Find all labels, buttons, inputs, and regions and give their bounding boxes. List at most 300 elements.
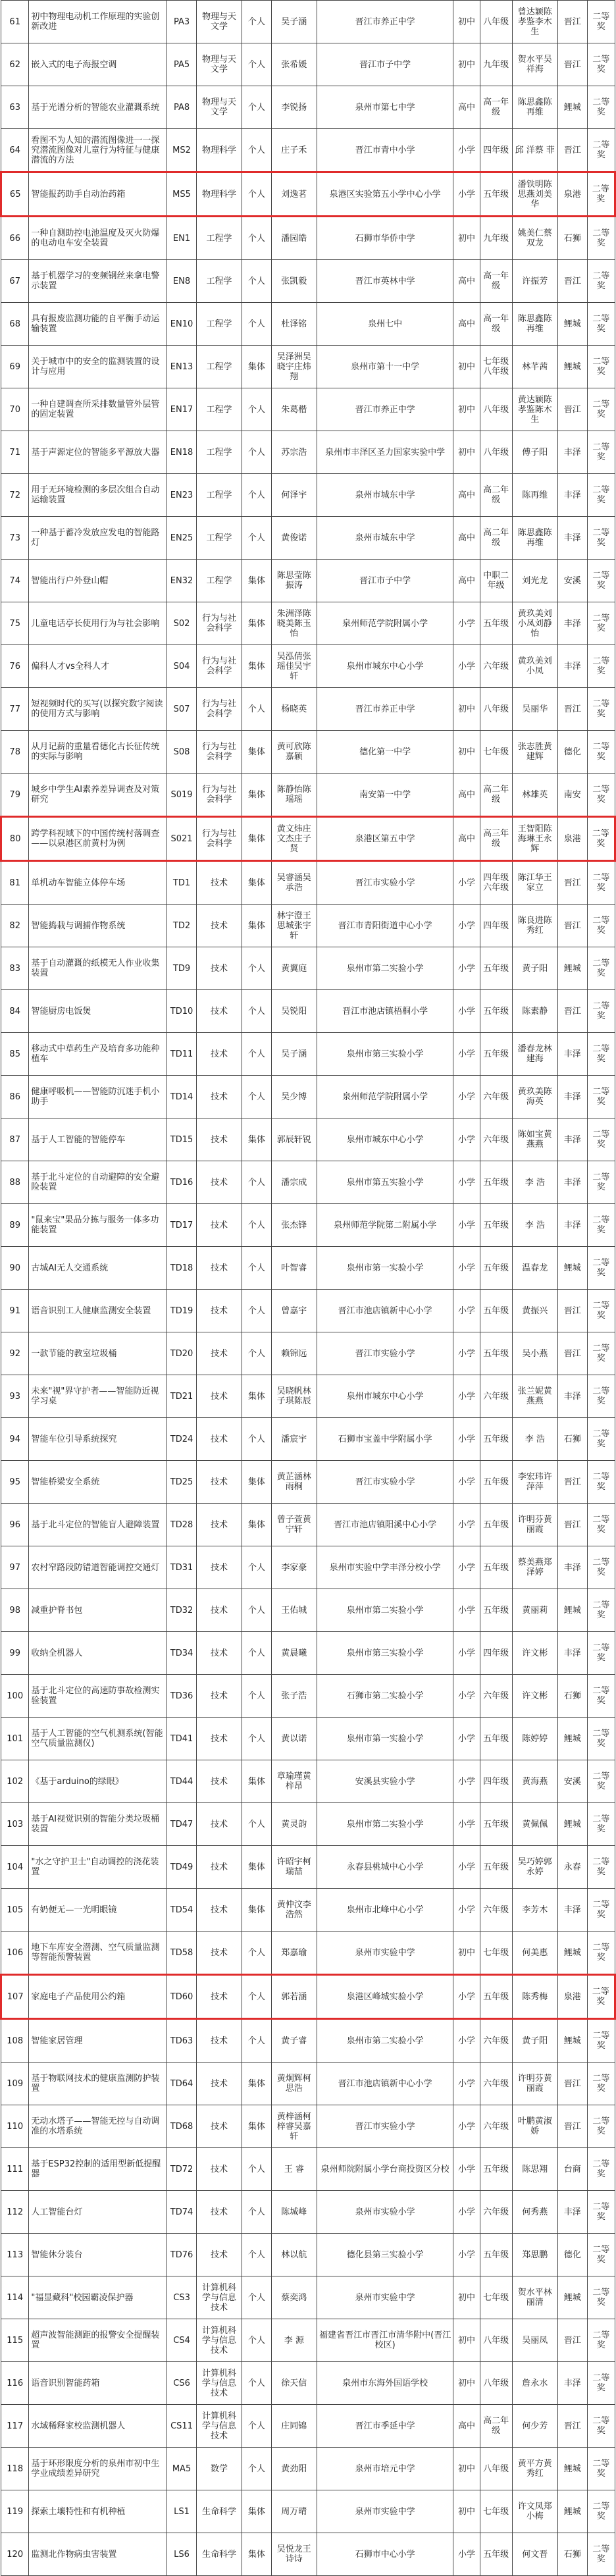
author-names: 吴睿涵吴承浩 bbox=[271, 861, 317, 905]
row-number: 67 bbox=[1, 260, 29, 303]
row-number: 94 bbox=[1, 1418, 29, 1461]
award-level: 二等奖 bbox=[587, 602, 615, 645]
award-level: 二等奖 bbox=[587, 1889, 615, 1932]
project-title: 监测北作物病虫害装置 bbox=[29, 2533, 167, 2576]
project-title: 基于AI视觉识别的智能分类垃圾桶装置 bbox=[29, 1803, 167, 1846]
school-name: 泉州市实验中学 bbox=[317, 2490, 453, 2533]
entry-type: 个人 bbox=[242, 1161, 272, 1204]
grade-level: 八年级 bbox=[480, 431, 512, 474]
row-number: 107 bbox=[1, 1975, 29, 2019]
teacher-names: 许振芳 bbox=[512, 260, 557, 303]
row-number: 99 bbox=[1, 1632, 29, 1675]
row-number: 64 bbox=[1, 129, 29, 172]
teacher-names: 黄振兴 bbox=[512, 1290, 557, 1332]
author-names: 庄同锦 bbox=[271, 2405, 317, 2448]
region: 晋江 bbox=[557, 1332, 587, 1375]
row-number: 77 bbox=[1, 688, 29, 731]
school-stage: 小学 bbox=[453, 1461, 480, 1504]
subject-category: 物理科学 bbox=[196, 129, 242, 172]
teacher-names: 叶鹏黄淑娇 bbox=[512, 2105, 557, 2148]
author-names: 黄芷涵林雨桐 bbox=[271, 1461, 317, 1504]
award-level: 二等奖 bbox=[587, 1589, 615, 1632]
award-level: 二等奖 bbox=[587, 1118, 615, 1161]
region: 泉港 bbox=[557, 817, 587, 861]
project-title: 一款节能的教室垃圾桶 bbox=[29, 1332, 167, 1375]
school-name: 晋江市养正中学 bbox=[317, 388, 453, 431]
subject-category: 行为与社会科学 bbox=[196, 602, 242, 645]
grade-level: 五年级 bbox=[480, 1461, 512, 1504]
school-name: 晋江市养正中学 bbox=[317, 1, 453, 43]
grade-level: 七年级 bbox=[480, 2490, 512, 2533]
project-code: CS4 bbox=[167, 2319, 197, 2362]
entry-type: 个人 bbox=[242, 1204, 272, 1247]
author-names: 林宇澄王思城张宇轩 bbox=[271, 905, 317, 947]
row-number: 88 bbox=[1, 1161, 29, 1204]
project-title: 水域稀释家校监测机器人 bbox=[29, 2405, 167, 2448]
award-level: 二等奖 bbox=[587, 2105, 615, 2148]
teacher-names: 贺水平林丽清 bbox=[512, 2276, 557, 2319]
project-code: TD32 bbox=[167, 1589, 197, 1632]
subject-category: 工程学 bbox=[196, 431, 242, 474]
project-title: 短视频时代的买写(以探究数字阅读的使用方式与影响 bbox=[29, 688, 167, 731]
school-name: 石狮市第二实验小学 bbox=[317, 1675, 453, 1718]
grade-level: 八年级 bbox=[480, 2319, 512, 2362]
school-name: 晋江市养正中学 bbox=[317, 688, 453, 731]
region: 丰泽 bbox=[557, 1033, 587, 1076]
entry-type: 个人 bbox=[242, 129, 272, 172]
teacher-names: 黄佩佩 bbox=[512, 1803, 557, 1846]
award-level: 二等奖 bbox=[587, 1204, 615, 1247]
teacher-names: 张兰妮黄燕燕 bbox=[512, 1375, 557, 1418]
school-stage: 小学 bbox=[453, 2148, 480, 2191]
school-stage: 小学 bbox=[453, 129, 480, 172]
award-level: 二等奖 bbox=[587, 1760, 615, 1803]
teacher-names: 许文凤郑小梅 bbox=[512, 2490, 557, 2533]
entry-type: 个人 bbox=[242, 303, 272, 346]
author-names: 庄子禾 bbox=[271, 129, 317, 172]
school-stage: 小学 bbox=[453, 1889, 480, 1932]
row-number: 83 bbox=[1, 947, 29, 990]
row-number: 68 bbox=[1, 303, 29, 346]
entry-type: 个人 bbox=[242, 2276, 272, 2319]
school-name: 泉州师院附属小学台商投资区分校 bbox=[317, 2148, 453, 2191]
subject-category: 行为与社会科学 bbox=[196, 774, 242, 817]
row-number: 108 bbox=[1, 2019, 29, 2063]
award-level: 二等奖 bbox=[587, 1975, 615, 2019]
subject-category: 技术 bbox=[196, 1204, 242, 1247]
grade-level: 六年级 bbox=[480, 1076, 512, 1118]
award-level: 二等奖 bbox=[587, 2234, 615, 2276]
subject-category: 技术 bbox=[196, 861, 242, 905]
table-row bbox=[1, 2105, 615, 2148]
school-name: 泉港区第五中学 bbox=[317, 817, 453, 861]
project-code: TD17 bbox=[167, 1204, 197, 1247]
author-names: 李锐扬 bbox=[271, 86, 317, 129]
subject-category: 技术 bbox=[196, 1418, 242, 1461]
author-names: 黄子睿 bbox=[271, 2019, 317, 2063]
grade-level: 六年级 bbox=[480, 2191, 512, 2234]
table-row bbox=[1, 2533, 615, 2576]
region: 丰泽 bbox=[557, 431, 587, 474]
teacher-names: 郑思鹏 bbox=[512, 2234, 557, 2276]
teacher-names: 潘铁明陈思燕刘美华 bbox=[512, 172, 557, 217]
grade-level: 五年级 bbox=[480, 172, 512, 217]
row-number: 75 bbox=[1, 602, 29, 645]
school-stage: 初中 bbox=[453, 43, 480, 86]
subject-category: 技术 bbox=[196, 1118, 242, 1161]
entry-type: 个人 bbox=[242, 172, 272, 217]
award-level: 二等奖 bbox=[587, 2319, 615, 2362]
project-code: EN1 bbox=[167, 217, 197, 260]
table-row bbox=[1, 474, 615, 517]
award-level: 二等奖 bbox=[587, 1932, 615, 1975]
school-stage: 高中 bbox=[453, 86, 480, 129]
grade-level: 高二年级 bbox=[480, 774, 512, 817]
row-number: 62 bbox=[1, 43, 29, 86]
table-row bbox=[1, 1418, 615, 1461]
school-name: 晋江市池店镇新中心小学 bbox=[317, 1290, 453, 1332]
project-code: TD58 bbox=[167, 1932, 197, 1975]
author-names: 潘宸宇 bbox=[271, 1418, 317, 1461]
school-name: 泉州市第五实验小学 bbox=[317, 1161, 453, 1204]
region: 丰泽 bbox=[557, 1375, 587, 1418]
grade-level: 五年级 bbox=[480, 1247, 512, 1290]
school-name: 晋江市子中学 bbox=[317, 560, 453, 602]
region: 晋江 bbox=[557, 260, 587, 303]
school-name: 泉州市实验中学 bbox=[317, 1932, 453, 1975]
entry-type: 集体 bbox=[242, 560, 272, 602]
region: 丰泽 bbox=[557, 474, 587, 517]
teacher-names: 傅子阳 bbox=[512, 431, 557, 474]
grade-level: 七年级 bbox=[480, 1932, 512, 1975]
grade-level: 四年级 bbox=[480, 1632, 512, 1675]
project-code: S021 bbox=[167, 817, 197, 861]
project-title: 基于北斗定位的高速防事故检测实验装置 bbox=[29, 1675, 167, 1718]
award-level: 二等奖 bbox=[587, 2019, 615, 2063]
subject-category: 技术 bbox=[196, 990, 242, 1033]
author-names: 何泽宇 bbox=[271, 474, 317, 517]
subject-category: 技术 bbox=[196, 1290, 242, 1332]
project-title: 关于城市中的安全的监测装置的设计与应用 bbox=[29, 346, 167, 388]
entry-type: 个人 bbox=[242, 1418, 272, 1461]
teacher-names: 何文晋 bbox=[512, 2533, 557, 2576]
school-stage: 初中 bbox=[453, 431, 480, 474]
row-number: 61 bbox=[1, 1, 29, 43]
entry-type: 个人 bbox=[242, 1675, 272, 1718]
project-title: 地下车库安全潜测、空气质量监测等智能预警装置 bbox=[29, 1932, 167, 1975]
school-name: 泉港区峰城实验小学 bbox=[317, 1975, 453, 2019]
region: 鲤城 bbox=[557, 1932, 587, 1975]
region: 晋江 bbox=[557, 2319, 587, 2362]
school-stage: 小学 bbox=[453, 1803, 480, 1846]
author-names: 吴晓帆林子琪陈辰 bbox=[271, 1375, 317, 1418]
project-code: TD9 bbox=[167, 947, 197, 990]
table-row bbox=[1, 217, 615, 260]
award-level: 二等奖 bbox=[587, 1718, 615, 1760]
table-row bbox=[1, 688, 615, 731]
table-row bbox=[1, 1889, 615, 1932]
table-row bbox=[1, 1033, 615, 1076]
school-stage: 高中 bbox=[453, 303, 480, 346]
school-stage: 小学 bbox=[453, 2191, 480, 2234]
school-name: 永春县桃城中心小学 bbox=[317, 1846, 453, 1889]
project-code: TD25 bbox=[167, 1461, 197, 1504]
region: 石狮 bbox=[557, 1418, 587, 1461]
subject-category: 工程学 bbox=[196, 517, 242, 560]
school-stage: 小学 bbox=[453, 1975, 480, 2019]
grade-level: 高三年级 bbox=[480, 817, 512, 861]
project-code: TD16 bbox=[167, 1161, 197, 1204]
school-name: 泉州市第一实验小学 bbox=[317, 1718, 453, 1760]
entry-type: 集体 bbox=[242, 602, 272, 645]
project-code: TD31 bbox=[167, 1546, 197, 1589]
school-stage: 初中 bbox=[453, 688, 480, 731]
award-level: 二等奖 bbox=[587, 861, 615, 905]
entry-type: 集体 bbox=[242, 1375, 272, 1418]
row-number: 93 bbox=[1, 1375, 29, 1418]
region: 丰泽 bbox=[557, 2191, 587, 2234]
grade-level: 五年级 bbox=[480, 990, 512, 1033]
project-title: 智能休分装台 bbox=[29, 2234, 167, 2276]
project-title: 智能桥梁安全系统 bbox=[29, 1461, 167, 1504]
table-row bbox=[1, 2276, 615, 2319]
project-code: TD20 bbox=[167, 1332, 197, 1375]
table-row bbox=[1, 1, 615, 43]
school-stage: 小学 bbox=[453, 1033, 480, 1076]
grade-level: 四年级 bbox=[480, 129, 512, 172]
school-stage: 小学 bbox=[453, 2105, 480, 2148]
author-names: 吴泓倩张瑶佳吴宇轩 bbox=[271, 645, 317, 688]
row-number: 82 bbox=[1, 905, 29, 947]
school-name: 泉州市第二实验小学 bbox=[317, 2019, 453, 2063]
award-level: 二等奖 bbox=[587, 1504, 615, 1546]
award-level: 二等奖 bbox=[587, 1546, 615, 1589]
school-stage: 初中 bbox=[453, 2490, 480, 2533]
teacher-names: 陈思鑫陈再维 bbox=[512, 86, 557, 129]
grade-level: 五年级 bbox=[480, 1546, 512, 1589]
author-names: 刘逸茗 bbox=[271, 172, 317, 217]
region: 鲤城 bbox=[557, 947, 587, 990]
project-code: TD10 bbox=[167, 990, 197, 1033]
teacher-names: 陈思鑫陈再维 bbox=[512, 303, 557, 346]
author-names: 赖锦远 bbox=[271, 1332, 317, 1375]
award-level: 二等奖 bbox=[587, 2490, 615, 2533]
award-level: 二等奖 bbox=[587, 1418, 615, 1461]
school-name: 泉港区实验第五小学中心小学 bbox=[317, 172, 453, 217]
grade-level: 六年级 bbox=[480, 1889, 512, 1932]
subject-category: 工程学 bbox=[196, 303, 242, 346]
teacher-names: 何秀燕 bbox=[512, 2191, 557, 2234]
school-name: 晋江市池店镇梧桐小学 bbox=[317, 990, 453, 1033]
region: 晋江 bbox=[557, 1290, 587, 1332]
row-number: 114 bbox=[1, 2276, 29, 2319]
region: 鲤城 bbox=[557, 2019, 587, 2063]
school-name: 泉州市第二实验小学 bbox=[317, 1803, 453, 1846]
row-number: 97 bbox=[1, 1546, 29, 1589]
table-row bbox=[1, 129, 615, 172]
table-row bbox=[1, 990, 615, 1033]
project-title: 家庭电子产品使用公约箱 bbox=[29, 1975, 167, 2019]
row-number: 86 bbox=[1, 1076, 29, 1118]
author-names: 潘宗成 bbox=[271, 1161, 317, 1204]
school-name: 泉州市第三实验小学 bbox=[317, 1033, 453, 1076]
award-level: 二等奖 bbox=[587, 1247, 615, 1290]
school-name: 泉州市第十一中学 bbox=[317, 346, 453, 388]
table-row bbox=[1, 172, 615, 217]
project-title: 基于声源定位的智能多平源放大器 bbox=[29, 431, 167, 474]
project-title: 从月记薪的重量看德化古长征传统的实际与影响 bbox=[29, 731, 167, 774]
author-names: 黄炯辉柯思浩 bbox=[271, 2063, 317, 2105]
subject-category: 技术 bbox=[196, 1846, 242, 1889]
region: 晋江 bbox=[557, 1, 587, 43]
entry-type: 个人 bbox=[242, 217, 272, 260]
grade-level: 六年级 bbox=[480, 2019, 512, 2063]
table-row bbox=[1, 1589, 615, 1632]
project-code: TD49 bbox=[167, 1846, 197, 1889]
grade-level: 八年级 bbox=[480, 2362, 512, 2405]
award-level: 二等奖 bbox=[587, 474, 615, 517]
project-title: 单机动车智能立体停车场 bbox=[29, 861, 167, 905]
subject-category: 技术 bbox=[196, 2019, 242, 2063]
region: 丰泽 bbox=[557, 1161, 587, 1204]
region: 晋江 bbox=[557, 43, 587, 86]
author-names: 吴泽洲吴晓宇庄炜翔 bbox=[271, 346, 317, 388]
author-names: 杜泽铭 bbox=[271, 303, 317, 346]
row-number: 92 bbox=[1, 1332, 29, 1375]
award-level: 二等奖 bbox=[587, 947, 615, 990]
project-code: TD14 bbox=[167, 1076, 197, 1118]
subject-category: 技术 bbox=[196, 1803, 242, 1846]
entry-type: 个人 bbox=[242, 1, 272, 43]
grade-level: 八年级 bbox=[480, 1, 512, 43]
school-stage: 小学 bbox=[453, 1760, 480, 1803]
subject-category: 技术 bbox=[196, 1718, 242, 1760]
table-row bbox=[1, 2019, 615, 2063]
project-title: 基于北斗定位的智能盲人避障装置 bbox=[29, 1504, 167, 1546]
author-names: 黄可欣陈嘉颖 bbox=[271, 731, 317, 774]
row-number: 113 bbox=[1, 2234, 29, 2276]
teacher-names: 陈再维 bbox=[512, 474, 557, 517]
project-title: 超声波智能测距的报警安全提醒装置 bbox=[29, 2319, 167, 2362]
table-row bbox=[1, 1632, 615, 1675]
project-title: 收纳全机器人 bbox=[29, 1632, 167, 1675]
table-row bbox=[1, 1546, 615, 1589]
school-stage: 初中 bbox=[453, 1932, 480, 1975]
school-name: 晋江市子中学 bbox=[317, 43, 453, 86]
school-stage: 小学 bbox=[453, 2063, 480, 2105]
school-stage: 小学 bbox=[453, 1418, 480, 1461]
award-level: 二等奖 bbox=[587, 688, 615, 731]
award-level: 二等奖 bbox=[587, 1803, 615, 1846]
subject-category: 工程学 bbox=[196, 260, 242, 303]
entry-type: 个人 bbox=[242, 1546, 272, 1589]
project-code: TD21 bbox=[167, 1375, 197, 1418]
author-names: 张凯毅 bbox=[271, 260, 317, 303]
table-row bbox=[1, 86, 615, 129]
entry-type: 集体 bbox=[242, 1889, 272, 1932]
table-row bbox=[1, 303, 615, 346]
project-code: TD47 bbox=[167, 1803, 197, 1846]
project-title: 看图不为人知的潜流图像进一一探究潜流图像对儿童行为特征与健康潜流的方法 bbox=[29, 129, 167, 172]
entry-type: 集体 bbox=[242, 1760, 272, 1803]
school-name: 泉州市实验小学 bbox=[317, 2191, 453, 2234]
project-title: 基于ESP32控制的适用型新低提醒器 bbox=[29, 2148, 167, 2191]
region: 丰泽 bbox=[557, 1632, 587, 1675]
entry-type: 个人 bbox=[242, 1033, 272, 1076]
teacher-names: 林雄英 bbox=[512, 774, 557, 817]
row-number: 109 bbox=[1, 2063, 29, 2105]
project-code: EN13 bbox=[167, 346, 197, 388]
project-code: PA8 bbox=[167, 86, 197, 129]
teacher-names: 黄子阳 bbox=[512, 2019, 557, 2063]
teacher-names: 陈思翔 bbox=[512, 2148, 557, 2191]
entry-type: 集体 bbox=[242, 731, 272, 774]
subject-category: 物理科学 bbox=[196, 172, 242, 217]
region: 鲤城 bbox=[557, 1718, 587, 1760]
grade-level: 九年级 bbox=[480, 43, 512, 86]
region: 鲤城 bbox=[557, 346, 587, 388]
school-stage: 初中 bbox=[453, 2276, 480, 2319]
project-code: TD24 bbox=[167, 1418, 197, 1461]
table-row bbox=[1, 1803, 615, 1846]
subject-category: 技术 bbox=[196, 1033, 242, 1076]
teacher-names: 贺水平吴祥海 bbox=[512, 43, 557, 86]
school-stage: 初中 bbox=[453, 731, 480, 774]
row-number: 69 bbox=[1, 346, 29, 388]
teacher-names: 黄平方黄秀红 bbox=[512, 2448, 557, 2490]
grade-level: 六年级 bbox=[480, 1375, 512, 1418]
project-title: 基于人工智能的智能停车 bbox=[29, 1118, 167, 1161]
grade-level: 五年级 bbox=[480, 1033, 512, 1076]
region: 南安 bbox=[557, 774, 587, 817]
subject-category: 工程学 bbox=[196, 474, 242, 517]
region: 泉港 bbox=[557, 1975, 587, 2019]
teacher-names: 何美惠 bbox=[512, 1932, 557, 1975]
row-number: 116 bbox=[1, 2362, 29, 2405]
award-level: 二等奖 bbox=[587, 1, 615, 43]
project-code: TD28 bbox=[167, 1504, 197, 1546]
school-stage: 小学 bbox=[453, 1118, 480, 1161]
project-title: 初中物理电动机工作原理的实验创新改进 bbox=[29, 1, 167, 43]
award-level: 二等奖 bbox=[587, 2276, 615, 2319]
school-stage: 初中 bbox=[453, 1, 480, 43]
award-level: 二等奖 bbox=[587, 1461, 615, 1504]
region: 台商 bbox=[557, 2148, 587, 2191]
project-code: CS3 bbox=[167, 2276, 197, 2319]
teacher-names: 黄玖美刘小凤 bbox=[512, 645, 557, 688]
school-stage: 小学 bbox=[453, 1846, 480, 1889]
entry-type: 个人 bbox=[242, 1290, 272, 1332]
teacher-names: 许明芬黄丽霞 bbox=[512, 1504, 557, 1546]
subject-category: 技术 bbox=[196, 1632, 242, 1675]
row-number: 72 bbox=[1, 474, 29, 517]
project-code: TD76 bbox=[167, 2234, 197, 2276]
row-number: 110 bbox=[1, 2105, 29, 2148]
subject-category: 技术 bbox=[196, 905, 242, 947]
school-stage: 小学 bbox=[453, 1076, 480, 1118]
grade-level: 高一年级 bbox=[480, 86, 512, 129]
school-name: 泉州市丰泽区圣力国家实验中学 bbox=[317, 431, 453, 474]
project-code: TD2 bbox=[167, 905, 197, 947]
row-number: 81 bbox=[1, 861, 29, 905]
entry-type: 个人 bbox=[242, 388, 272, 431]
award-level: 二等奖 bbox=[587, 129, 615, 172]
table-row bbox=[1, 602, 615, 645]
grade-level: 五年级 bbox=[480, 1290, 512, 1332]
school-stage: 小学 bbox=[453, 990, 480, 1033]
project-code: CS11 bbox=[167, 2405, 197, 2448]
school-stage: 小学 bbox=[453, 1546, 480, 1589]
